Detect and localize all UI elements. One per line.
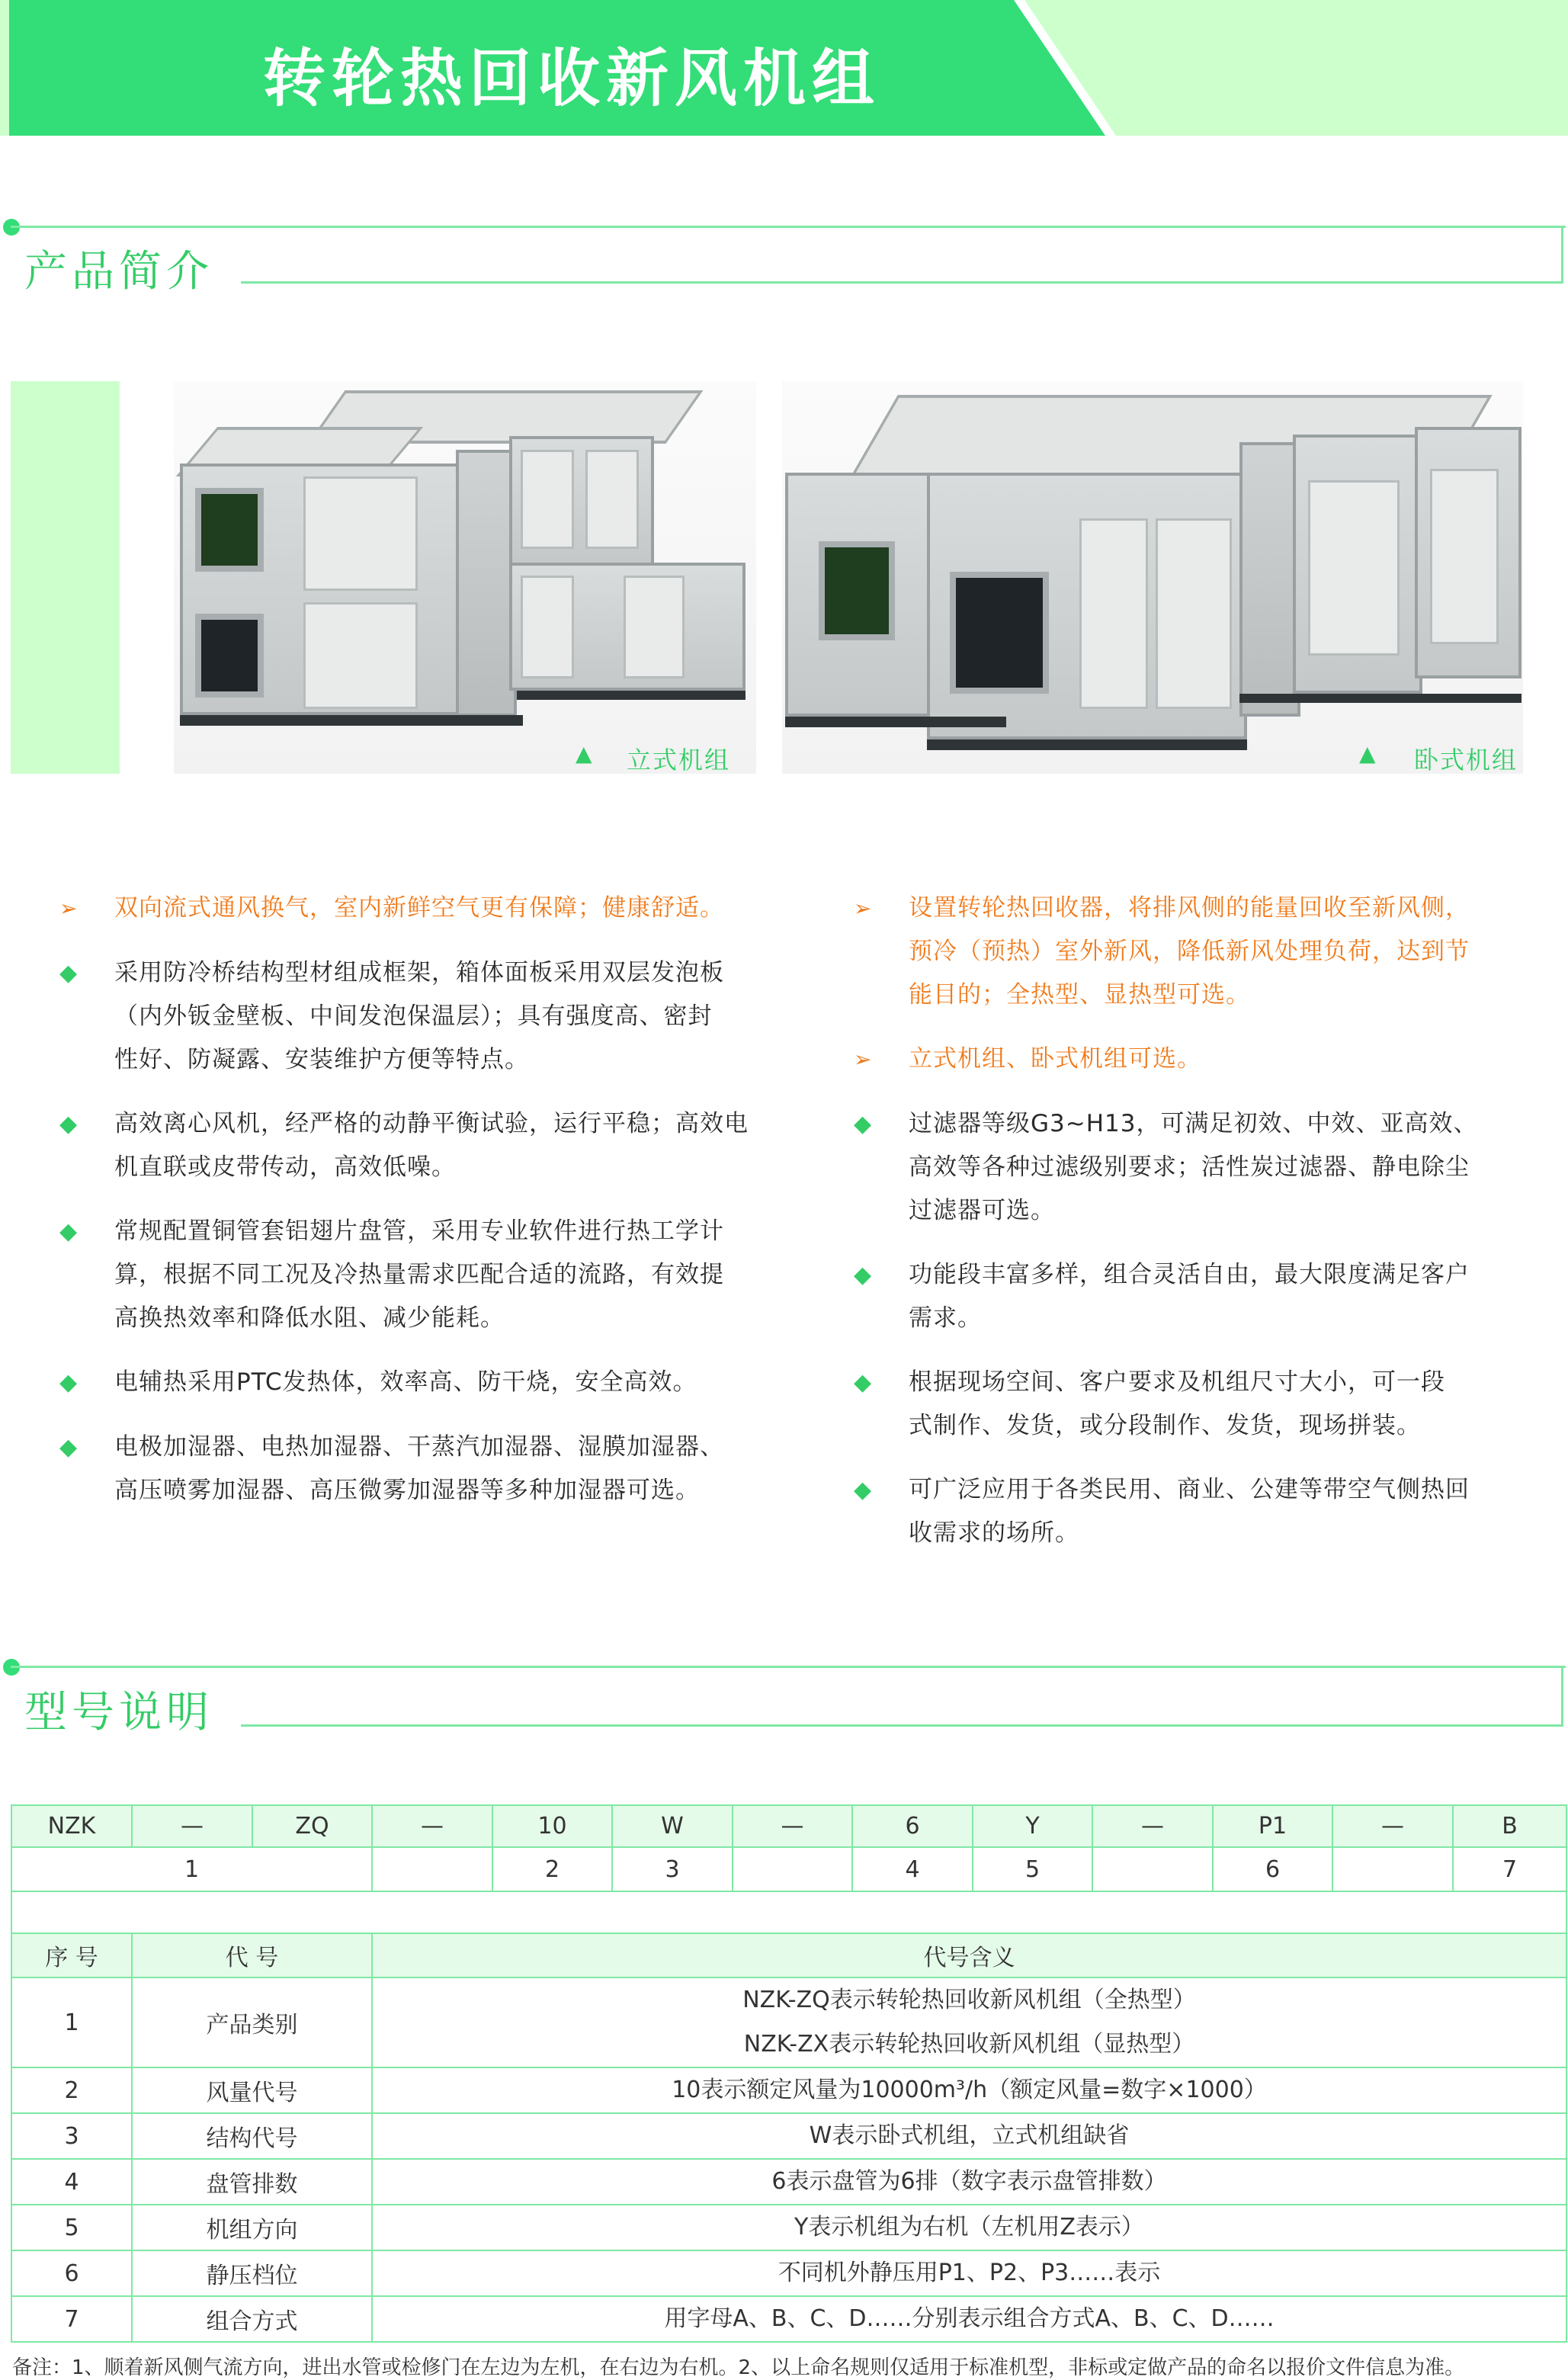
feature-text-line: 设置转轮热回收器，将排风侧的能量回收至新风侧， (909, 894, 1470, 922)
arrow-bullet-icon: ➢ (59, 896, 79, 921)
feature-item (59, 887, 800, 930)
feature-text-line: 双向流式通风换气，室内新鲜空气更有保障；健康舒适。 (114, 894, 724, 922)
table-row (11, 2159, 1566, 2205)
diamond-bullet-icon: ◆ (59, 1434, 79, 1461)
arrow-bullet-icon: ➢ (854, 896, 873, 921)
feature-item (854, 1038, 1534, 1081)
code-cell: NZK (11, 1805, 132, 1847)
image-caption-left: 立式机组 (627, 746, 731, 775)
code-cell: W (612, 1805, 733, 1847)
feature-text-line: 机直联或皮带传动，高效低噪。 (114, 1153, 456, 1181)
table-row (11, 2205, 1566, 2250)
feature-text-line: 根据现场空间、客户要求及机组尺寸大小，可一段 (909, 1368, 1445, 1396)
meaning-line: Y表示机组为右机（左机用Z表示） (794, 2214, 1144, 2240)
row-code: 风量代号 (132, 2067, 372, 2113)
row-number: 3 (11, 2113, 132, 2159)
model-code-row (11, 1805, 1566, 1847)
feature-text-line: 电辅热采用PTC发热体，效率高、防干烧，安全高效。 (114, 1368, 697, 1396)
row-code: 机组方向 (132, 2205, 372, 2250)
header-no: 序 号 (11, 1933, 132, 1977)
feature-text-line: 式制作、发货，或分段制作、发货，现场拼装。 (909, 1412, 1421, 1439)
feature-text-line: 收需求的场所。 (909, 1519, 1079, 1547)
model-code-table (11, 1804, 1567, 1936)
feature-item (854, 1102, 1534, 1233)
row-number: 4 (11, 2159, 132, 2205)
row-code: 结构代号 (132, 2113, 372, 2159)
row-meaning (372, 2067, 1566, 2113)
feature-text-line: 高压喷雾加湿器、高压微雾加湿器等多种加湿器可选。 (114, 1477, 700, 1504)
feature-text-line: 需求。 (909, 1304, 982, 1332)
diamond-bullet-icon: ◆ (854, 1477, 873, 1503)
feature-text-line: （内外钣金壁板、中间发泡保温层）；具有强度高、密封 (114, 1002, 713, 1030)
header-code: 代 号 (132, 1933, 372, 1977)
meaning-line: NZK-ZX表示转轮热回收新风机组（显热型） (743, 2031, 1195, 2058)
feature-text-line: 立式机组、卧式机组可选。 (909, 1045, 1201, 1073)
feature-text-line: 功能段丰富多样，组合灵活自由，最大限度满足客户 (909, 1261, 1470, 1288)
code-number-cell: 3 (612, 1847, 733, 1891)
row-number: 2 (11, 2067, 132, 2113)
code-cell: ZQ (252, 1805, 372, 1847)
code-meaning-table (11, 1933, 1567, 2343)
row-meaning (372, 2159, 1566, 2205)
horizontal-unit-image (782, 381, 1523, 774)
row-meaning (372, 2113, 1566, 2159)
feature-text-line: 采用防冷桥结构型材组成框架，箱体面板采用双层发泡板 (114, 959, 724, 986)
code-cell: — (372, 1805, 492, 1847)
code-cell: — (1332, 1805, 1453, 1847)
meaning-line: W表示卧式机组，立式机组缺省 (809, 2122, 1130, 2149)
row-number: 1 (11, 1977, 132, 2067)
row-meaning (372, 1977, 1566, 2067)
section-title-model: 型号说明 (24, 1688, 213, 1737)
section-frame (241, 1666, 1563, 1727)
row-code: 盘管排数 (132, 2159, 372, 2205)
code-cell: 10 (492, 1805, 612, 1847)
model-number-row (11, 1847, 1566, 1891)
feature-text-line: 高换热效率和降低水阻、减少能耗。 (114, 1304, 505, 1332)
diamond-bullet-icon: ◆ (854, 1369, 873, 1396)
feature-item (854, 1468, 1534, 1555)
code-number-cell (733, 1847, 852, 1891)
table-row (11, 2067, 1566, 2113)
diamond-bullet-icon: ◆ (59, 1369, 79, 1396)
row-code: 静压档位 (132, 2250, 372, 2296)
meaning-line: NZK-ZQ表示转轮热回收新风机组（全热型） (742, 1987, 1196, 2013)
feature-item (59, 951, 800, 1082)
feature-text-line: 算，根据不同工况及冷热量需求匹配合适的流路，有效提 (114, 1261, 724, 1288)
row-code: 产品类别 (132, 1977, 372, 2067)
feature-text-line: 预冷（预热）室外新风，降低新风处理负荷，达到节 (909, 938, 1470, 965)
feature-text-line: 常规配置铜管套铝翅片盘管，采用专业软件进行热工学计 (114, 1217, 724, 1245)
vertical-unit-image (174, 381, 756, 774)
meaning-line: 6表示盘管为6排（数字表示盘管排数） (771, 2168, 1167, 2195)
feature-item (854, 1361, 1534, 1448)
table-row (11, 2113, 1566, 2159)
decor-strip (11, 381, 120, 774)
code-cell: B (1453, 1805, 1566, 1847)
meaning-line: 用字母A、B、C、D……分别表示组合方式A、B、C、D…… (664, 2305, 1275, 2332)
code-cell: P1 (1213, 1805, 1332, 1847)
row-number: 6 (11, 2250, 132, 2296)
triangle-icon: ▲ (576, 741, 592, 766)
code-number-cell (1332, 1847, 1453, 1891)
table-row (11, 1977, 1566, 2067)
feature-text-line: 高效离心风机，经严格的动静平衡试验，运行平稳；高效电 (114, 1110, 749, 1137)
page-title: 转轮热回收新风机组 (263, 43, 881, 115)
code-number-cell: 5 (973, 1847, 1092, 1891)
footnote: 备注：1、顺着新风侧气流方向，进出水管或检修门在左边为左机，在右边为右机。2、以上命名规则仅适用于标准机型，非标或定做产品的命名以报价文件信息为准。 (12, 2356, 1465, 2379)
feature-item (59, 1102, 800, 1189)
code-number-cell (372, 1847, 492, 1891)
section-frame (241, 226, 1563, 284)
feature-text-line: 能目的；全热型、显热型可选。 (909, 981, 1250, 1009)
row-number: 7 (11, 2296, 132, 2342)
code-cell: Y (973, 1805, 1092, 1847)
diamond-bullet-icon: ◆ (854, 1262, 873, 1288)
feature-item (59, 1210, 800, 1340)
code-number-cell: 4 (852, 1847, 973, 1891)
code-cell: — (733, 1805, 852, 1847)
feature-text-line: 性好、防凝露、安装维护方便等特点。 (114, 1046, 529, 1073)
diamond-bullet-icon: ◆ (59, 960, 79, 986)
diamond-bullet-icon: ◆ (59, 1218, 79, 1245)
row-meaning (372, 2296, 1566, 2342)
meaning-header-row (11, 1933, 1566, 1977)
row-code: 组合方式 (132, 2296, 372, 2342)
spacer-row (11, 1891, 1566, 1936)
code-number-cell: 7 (1453, 1847, 1566, 1891)
code-number-cell (1092, 1847, 1213, 1891)
meaning-line: 不同机外静压用P1、P2、P3……表示 (778, 2260, 1161, 2286)
feature-item (59, 1361, 800, 1404)
feature-text-line: 电极加湿器、电热加湿器、干蒸汽加湿器、湿膜加湿器、 (114, 1433, 724, 1461)
code-number-cell: 2 (492, 1847, 612, 1891)
image-caption-right: 卧式机组 (1414, 746, 1518, 775)
feature-item (854, 1253, 1534, 1340)
triangle-icon: ▲ (1359, 741, 1376, 766)
meaning-line: 10表示额定风量为10000m³/h（额定风量=数字×1000） (672, 2077, 1267, 2103)
section-title-intro: 产品简介 (24, 247, 213, 297)
diamond-bullet-icon: ◆ (854, 1111, 873, 1137)
table-row (11, 2250, 1566, 2296)
header-meaning: 代号含义 (372, 1933, 1566, 1977)
code-cell: 6 (852, 1805, 973, 1847)
table-row (11, 2296, 1566, 2342)
row-number: 5 (11, 2205, 132, 2250)
feature-text-line: 过滤器可选。 (909, 1197, 1055, 1224)
feature-text-line: 高效等各种过滤级别要求；活性炭过滤器、静电除尘 (909, 1153, 1470, 1181)
code-cell: — (1092, 1805, 1213, 1847)
arrow-bullet-icon: ➢ (854, 1047, 873, 1072)
feature-item (59, 1426, 800, 1512)
code-number-cell: 1 (11, 1847, 372, 1891)
code-number-cell: 6 (1213, 1847, 1332, 1891)
code-cell: — (132, 1805, 252, 1847)
feature-text-line: 可广泛应用于各类民用、商业、公建等带空气侧热回 (909, 1476, 1470, 1503)
row-meaning (372, 2250, 1566, 2296)
diamond-bullet-icon: ◆ (59, 1111, 79, 1137)
row-meaning (372, 2205, 1566, 2250)
feature-text-line: 过滤器等级G3~H13，可满足初效、中效、亚高效、 (909, 1110, 1478, 1137)
feature-item (854, 887, 1534, 1017)
